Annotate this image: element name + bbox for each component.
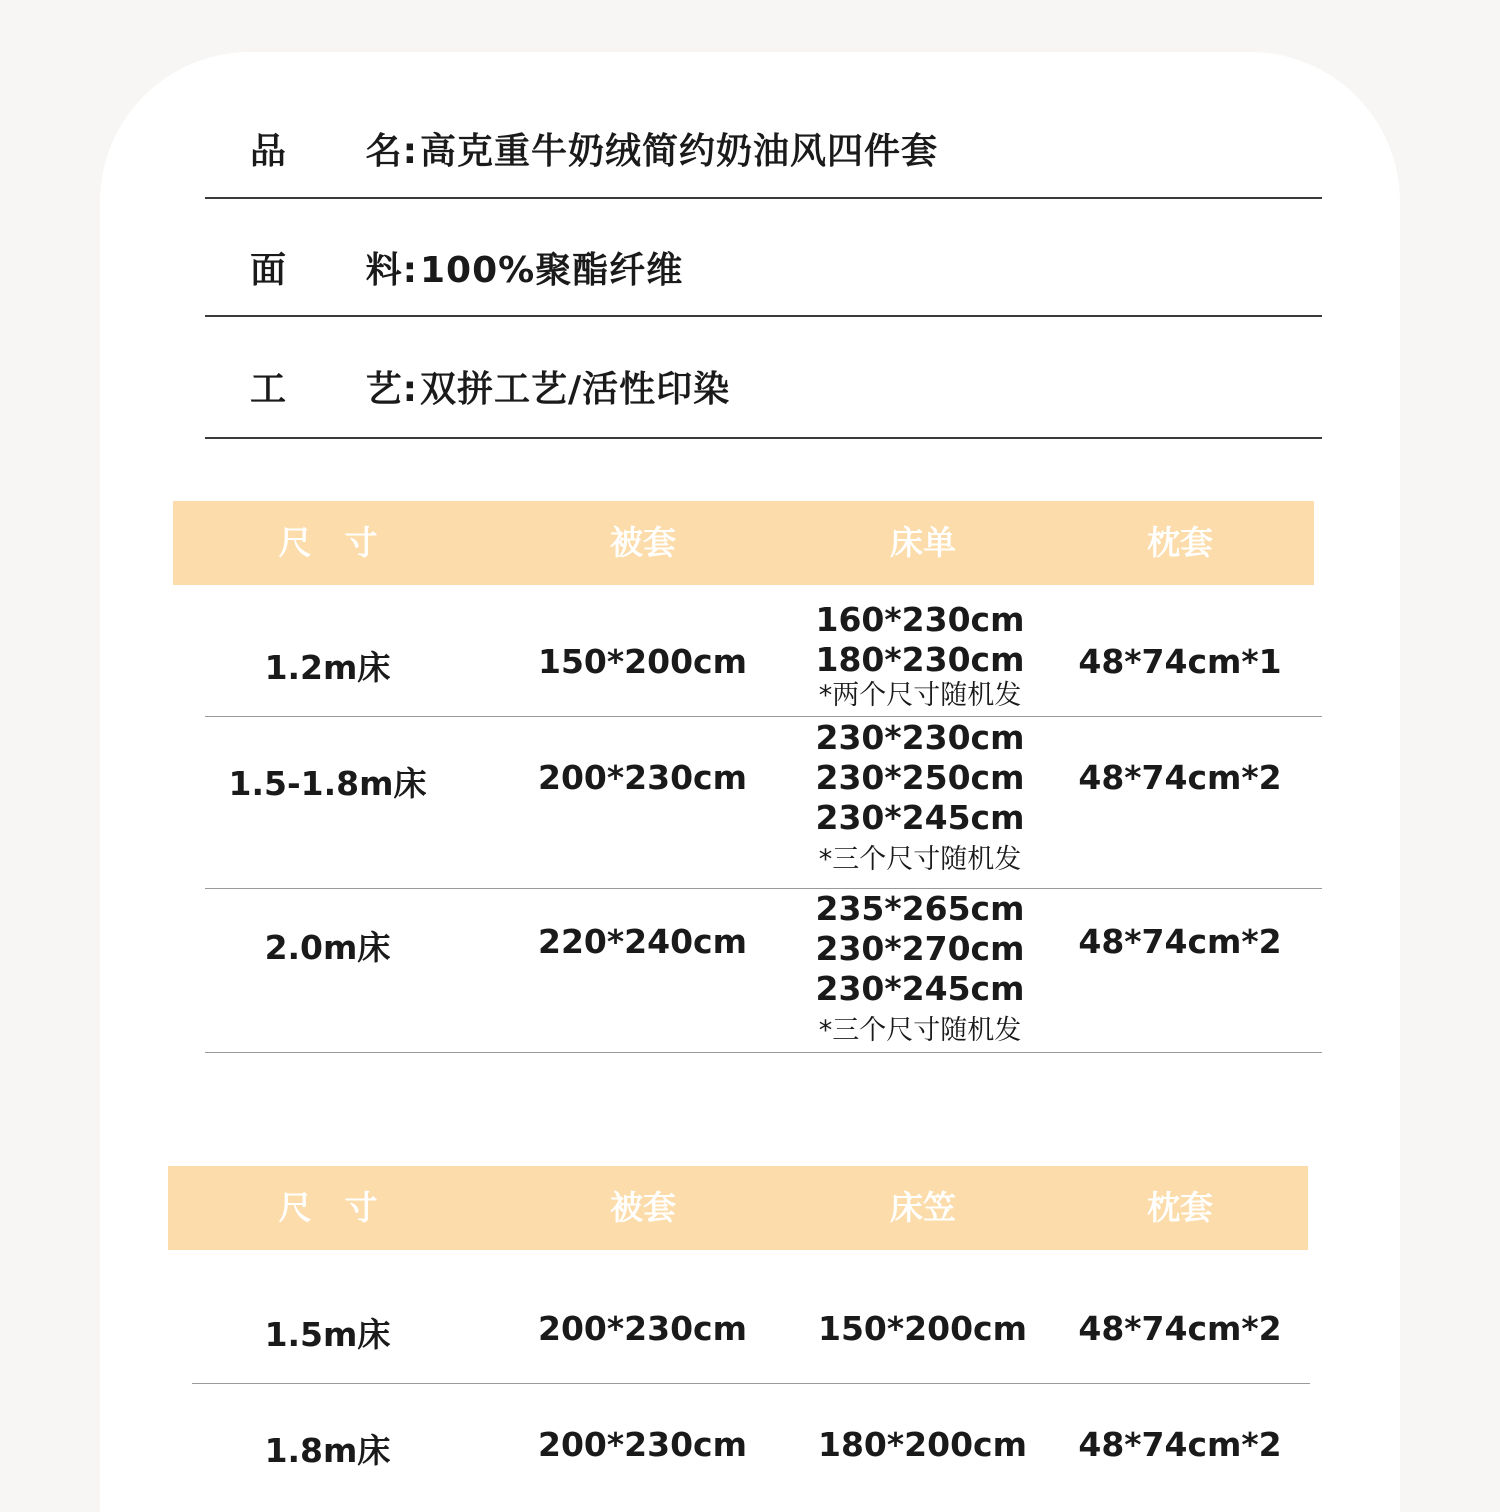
row1-duvet: 150*200cm xyxy=(538,642,747,681)
row3-sheets xyxy=(770,889,1070,1049)
t2-row1-size: 1.5m床 xyxy=(264,1315,391,1354)
header-size: 尺 寸 xyxy=(278,523,378,562)
sheet-size: 230*245cm xyxy=(815,969,1025,1008)
row1-pillow: 48*74cm*1 xyxy=(1078,642,1282,681)
t2-row2-pillow: 48*74cm*2 xyxy=(1078,1425,1282,1464)
header-fitted: 床笠 xyxy=(890,1188,956,1227)
row1-sheets xyxy=(770,600,1070,714)
row-divider xyxy=(192,1383,1310,1384)
sheet-size: 230*230cm xyxy=(815,718,1025,757)
t2-row1-pillow: 48*74cm*2 xyxy=(1078,1309,1282,1348)
sheet-size: 230*245cm xyxy=(815,798,1025,837)
sheet-size: 160*230cm xyxy=(815,600,1025,639)
craft-value: 双拼工艺/活性印染 xyxy=(420,368,731,410)
header-sheet: 床单 xyxy=(890,523,956,562)
t2-row2-duvet: 200*230cm xyxy=(538,1425,747,1464)
product-name-row xyxy=(205,100,1322,199)
row1-size: 1.2m床 xyxy=(264,648,391,687)
product-name-value: 高克重牛奶绒简约奶油风四件套 xyxy=(420,131,939,172)
info-label: 品 名: xyxy=(250,131,418,172)
t2-row2-size: 1.8m床 xyxy=(264,1431,391,1470)
sheet-note: *三个尺寸随机发 xyxy=(818,1015,1022,1046)
fabric-row xyxy=(205,220,1322,317)
fabric-value: 100%聚酯纤维 xyxy=(420,250,684,291)
info-label: 工 艺: xyxy=(250,368,418,410)
row2-pillow: 48*74cm*2 xyxy=(1078,758,1282,797)
t2-row1-fitted: 150*200cm xyxy=(818,1309,1027,1348)
sheet-note: *三个尺寸随机发 xyxy=(818,844,1022,875)
header-duvet: 被套 xyxy=(610,523,676,562)
row2-size: 1.5-1.8m床 xyxy=(228,764,427,803)
row-divider xyxy=(205,1052,1322,1053)
row3-size: 2.0m床 xyxy=(264,928,391,967)
header-size: 尺 寸 xyxy=(278,1188,378,1227)
row2-sheets xyxy=(770,718,1070,878)
table2-header xyxy=(168,1166,1308,1250)
row-divider xyxy=(205,888,1322,889)
sheet-size: 230*250cm xyxy=(815,758,1025,797)
header-pillow: 枕套 xyxy=(1147,1188,1213,1227)
t2-row1-duvet: 200*230cm xyxy=(538,1309,747,1348)
row3-pillow: 48*74cm*2 xyxy=(1078,922,1282,961)
t2-row2-fitted: 180*200cm xyxy=(818,1425,1027,1464)
row3-duvet: 220*240cm xyxy=(538,922,747,961)
table1-header xyxy=(173,501,1314,585)
sheet-size: 180*230cm xyxy=(815,640,1025,679)
info-label: 面 料: xyxy=(250,250,418,291)
row-divider xyxy=(205,716,1322,717)
header-duvet: 被套 xyxy=(610,1188,676,1227)
craft-row xyxy=(205,335,1322,439)
sheet-size: 230*270cm xyxy=(815,929,1025,968)
sheet-size: 235*265cm xyxy=(815,889,1025,928)
row2-duvet: 200*230cm xyxy=(538,758,747,797)
header-pillow: 枕套 xyxy=(1147,523,1213,562)
sheet-note: *两个尺寸随机发 xyxy=(818,680,1022,711)
